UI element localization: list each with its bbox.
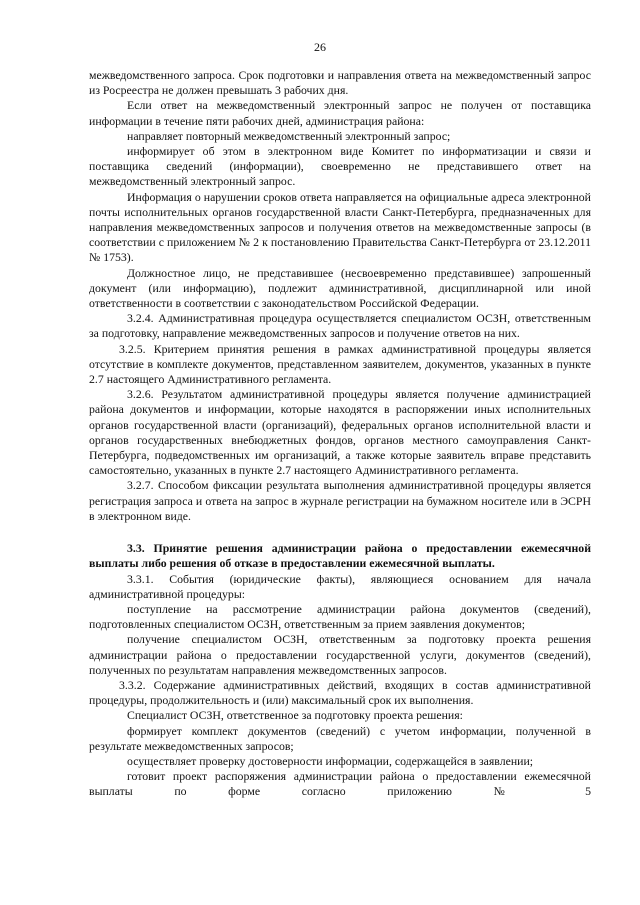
page-number: 26 — [314, 40, 326, 54]
paragraph: поступление на рассмотрение администрации района документов (сведений), подготовленных специалистом ОСЗН, ответственным за прием заявления документов; — [89, 601, 591, 632]
section-gap — [89, 524, 591, 541]
paragraph: получение специалистом ОСЗН, ответственным за подготовку проекта решения администрации района о предоставлении государственной услуги, документов (сведений), полученных по результатам направления межведомственных запросов. — [89, 632, 591, 677]
paragraph: 3.2.4. Административная процедура осуществляется специалистом ОСЗН, ответственным за подготовку, направление межведомственных запросов и получение ответов на них. — [89, 311, 591, 341]
section-heading: 3.3. Принятие решения администрации района о предоставлении ежемесячной выплаты либо решения об отказе в предоставлении ежемесячной выплаты. — [89, 541, 591, 571]
paragraph: межведомственного запроса. Срок подготовки и направления ответа на межведомственный запрос из Росреестра не должен превышать 3 рабочих дня. — [89, 68, 591, 98]
paragraph: 3.2.7. Способом фиксации результата выполнения административной процедуры является регистрация запроса и ответа на запрос в журнале регистрации на бумажном носителе или в ЭСРН в электронном виде. — [89, 478, 591, 523]
paragraph: информирует об этом в электронном виде Комитет по информатизации и связи и поставщика сведений (информации), своевременно не представившего ответ на межведомственный электронный запрос. — [89, 144, 591, 189]
paragraph: 3.3.2. Содержание административных действий, входящих в состав административной процедуры, продолжительность и (или) максимальный срок их выполнения. — [89, 677, 591, 708]
paragraph: готовит проект распоряжения администрации района о предоставлении ежемесячной выплаты по форме согласно приложению № 5 — [89, 769, 591, 799]
document-body — [89, 68, 591, 800]
paragraph: направляет повторный межведомственный электронный запрос; — [127, 128, 451, 143]
paragraph: 3.3.1. События (юридические факты), являющиеся основанием для начала административной процедуры: — [89, 571, 591, 601]
paragraph: Информация о нарушении сроков ответа направляется на официальные адреса электронной почты исполнительных органов государственной власти Санкт-Петербурга, предназначенных для направления межведомственных запросов и получения ответов на межведомственные запросы (в соответствии с приложением № 2 к постановлению Правительства Санкт-Петербурга от 23.12.2011 № 1753). — [89, 189, 591, 265]
paragraph: 3.2.5. Критерием принятия решения в рамках административной процедуры является отсутствие в комплекте документов, представленном заявителем, документов, указанных в пункте 2.7 настоящего Административного регламента. — [89, 341, 591, 387]
paragraph: формирует комплект документов (сведений) с учетом информации, полученной в результате межведомственных запросов; — [89, 723, 591, 753]
paragraph: 3.2.6. Результатом административной процедуры является получение администрацией района документов и информации, которые находятся в распоряжении иных исполнительных органов государственной власти (организаций), федеральных органов исполнительной власти и органов государственных внебюджетных фондов, органов местного самоуправления Санкт-Петербурга, подведомственных им организаций, а также которые заявитель вправе представить самостоятельно, указанных в пункте 2.7 настоящего Административного регламента. — [89, 387, 591, 478]
paragraph: Специалист ОСЗН, ответственное за подготовку проекта решения: — [127, 708, 463, 723]
paragraph: Если ответ на межведомственный электронный запрос не получен от поставщика информации в течение пяти рабочих дней, администрация района: — [89, 98, 591, 128]
paragraph: Должностное лицо, не представившее (несвоевременно представившее) запрошенный документ (или информацию), подлежит административной, дисциплинарной или иной ответственности в соответствии с законодательством Российской Федерации. — [89, 265, 591, 311]
paragraph: осуществляет проверку достоверности информации, содержащейся в заявлении; — [127, 753, 534, 768]
